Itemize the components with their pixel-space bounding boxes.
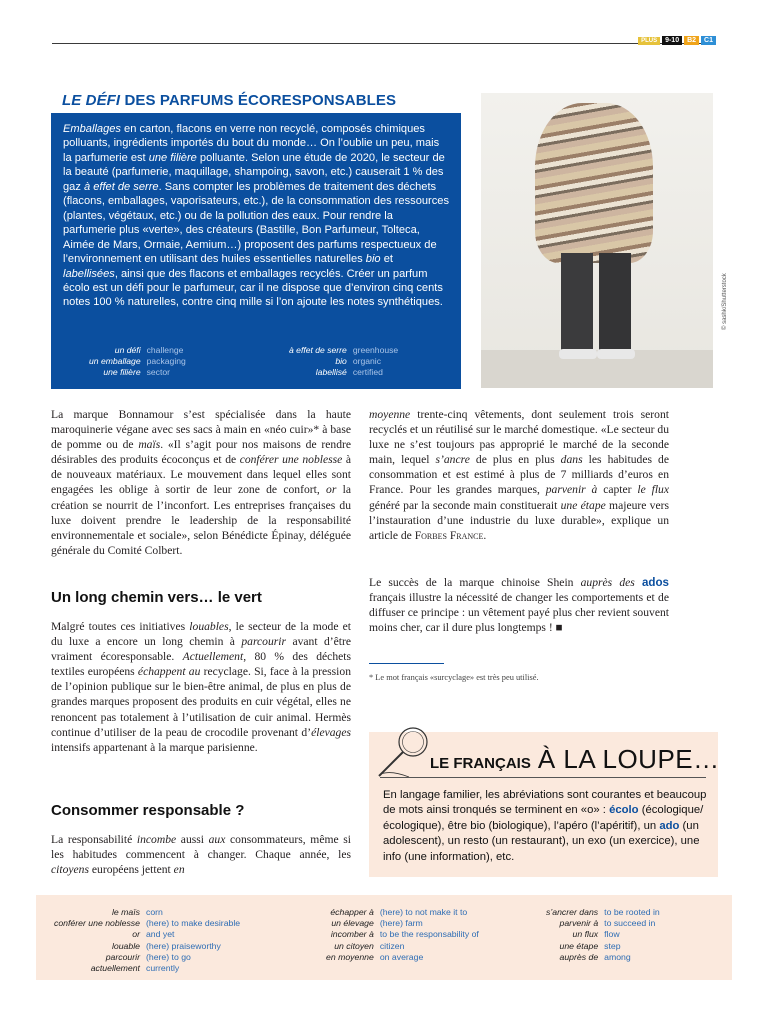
glossary-translation: step bbox=[604, 940, 621, 951]
article-paragraph bbox=[51, 619, 351, 755]
glossary-term: un emballage bbox=[89, 356, 141, 366]
text-run: , 80 % des déchets textiles européens bbox=[51, 650, 351, 679]
level-tags bbox=[638, 36, 716, 45]
italic-term: Actuellement bbox=[182, 650, 244, 664]
highlighted-term: ados bbox=[641, 576, 669, 589]
glossary-term: à effet de serre bbox=[289, 345, 347, 355]
glossary-translation: currently bbox=[145, 963, 180, 974]
heading-consommer: Consommer responsable ? bbox=[51, 802, 245, 819]
box-glossary-left bbox=[89, 345, 186, 378]
text-run: et bbox=[380, 253, 393, 266]
glossary-translation: to be the responsability of bbox=[379, 929, 479, 940]
text-run bbox=[635, 576, 642, 589]
glossary-term: labellisé bbox=[315, 367, 347, 377]
photo-pants-left bbox=[561, 253, 593, 353]
box-paragraph bbox=[63, 122, 449, 310]
glossary-term: parcourir bbox=[105, 951, 140, 962]
article-right-column bbox=[369, 407, 669, 543]
glossary-col-2 bbox=[326, 907, 479, 963]
glossary-translation: (here) to go bbox=[145, 951, 191, 962]
box-glossary-right bbox=[289, 345, 398, 378]
photo-shoe-right bbox=[597, 349, 635, 359]
glossary-translation: to be rooted in bbox=[604, 907, 660, 917]
glossary-term: or bbox=[132, 929, 140, 940]
glossary-translation: on average bbox=[379, 951, 424, 962]
text-run: , le secteur de la mode et du luxe a encore un long chemin à bbox=[51, 620, 352, 649]
glossary-translation: certified bbox=[352, 367, 383, 377]
highlighted-term: ado bbox=[659, 819, 680, 832]
glossary-translation: (here) farm bbox=[379, 918, 423, 929]
glossary-col-3 bbox=[546, 907, 660, 963]
header-rule bbox=[52, 43, 716, 44]
glossary-translation: to succeed in bbox=[604, 918, 656, 929]
text-run: majeure vers l’instauration d’une industrie du luxe durable», explique un article de bbox=[369, 498, 669, 542]
text-run: aussi bbox=[176, 833, 209, 846]
c1-tag: C1 bbox=[701, 36, 716, 45]
article-paragraph bbox=[369, 575, 669, 635]
text-run: les habitudes de consommation et est estimé à plus de 7 milliards d’euros en France. Pour les grandes marques, bbox=[369, 453, 669, 497]
glossary-term: conférer une noblesse bbox=[54, 918, 140, 929]
glossary-term: un défi bbox=[114, 345, 141, 355]
glossary-term: louable bbox=[111, 940, 140, 951]
glossary-translation: challenge bbox=[146, 345, 184, 355]
text-run: . Sans compter les problèmes de traitement des déchets (flacons, emballages, vaporisateurs, etc.), de la consommation des ressources (plantes, végétaux, etc.) ou de la pollution des eaux. Pour rendre la parfumerie plus «verte», des créateurs (Bastille, Bon Parfumeur, Tolteca, Aimée de Mars, Ormaie, Aemium…) proposent des parfums respectueux de l’environnement en utilisant des huiles essentielles naturelles bbox=[63, 180, 449, 266]
text-run: polluante. Selon une étude de 2020, le secteur de la beauté (parfumerie, maquillage, shampoing, savon, etc.) causerait 1 % des gaz bbox=[63, 151, 445, 193]
glossary-translation: organic bbox=[352, 356, 381, 366]
italic-term: une filière bbox=[148, 151, 197, 164]
text-run: Malgré toutes ces initiatives bbox=[51, 620, 190, 633]
glossary-translation: flow bbox=[604, 929, 620, 940]
text-run: (écologique/écologique), être bio (biologique), l’apéro (l’apéritif), un bbox=[383, 804, 704, 832]
text-run: La responsabilité bbox=[51, 833, 137, 846]
glossary-term: incomber à bbox=[330, 929, 374, 940]
source-name: Forbes France bbox=[414, 528, 484, 542]
b2-tag: B2 bbox=[684, 36, 699, 45]
text-run: En langage familier, les abréviations sont courantes et beaucoup de mots ainsi tronqués se terminent en «o» : bbox=[383, 789, 707, 817]
italic-term: moyenne bbox=[369, 408, 411, 421]
text-run: La marque Bonnamour s’est spécialisée dans la haute maroquinerie végane avec ses sacs à main en «néo cuir»* à base de pomme ou de bbox=[51, 408, 351, 452]
photo-clothes-pile bbox=[535, 103, 653, 263]
italic-term: échappent au bbox=[137, 665, 201, 679]
text-run: , ainsi que des flacons et emballages recyclés. Créer un parfum écolo est un défi pour le parfumeur, car il ne dispose que d’environ cinq cents notes 100 % naturelles, contre cinq mille si l’on ajoute les notes synthétiques. bbox=[63, 267, 443, 309]
glossary-translation: corn bbox=[145, 907, 163, 917]
article-left-column-2 bbox=[51, 619, 351, 755]
glossary-term: un flux bbox=[572, 929, 599, 940]
italic-term: Emballages bbox=[63, 123, 121, 135]
glossary-translation: (here) to not make it to bbox=[379, 907, 468, 917]
text-run: européens jettent bbox=[89, 863, 174, 877]
loupe-text bbox=[383, 788, 708, 865]
italic-term: louables bbox=[189, 620, 229, 633]
glossary-term: parvenir à bbox=[559, 918, 599, 929]
glossary-term: s’ancrer dans bbox=[546, 907, 599, 917]
italic-term: maïs bbox=[138, 438, 161, 452]
text-run: généré par la seconde main constituerait bbox=[369, 498, 561, 512]
text-run: avant d’être vraiment écoresponsable. bbox=[51, 635, 351, 664]
text-run: consommateurs, même si les habitudes commencent à changer. Chaque année, les bbox=[51, 833, 351, 862]
italic-term: élevages bbox=[311, 725, 351, 739]
text-run: à de nouveaux matériaux. Le mouvement dans lequel elles sont engagées les oblige à sortir de leur zone de confort, bbox=[51, 453, 351, 497]
text-run: (un adolescent), un resto (un restaurant), un exo (un exercice), une info (une information), etc. bbox=[383, 819, 700, 863]
article-left-column bbox=[51, 407, 351, 558]
glossary-translation: (here) to make desirable bbox=[145, 918, 241, 929]
italic-term: aux bbox=[208, 833, 226, 846]
italic-term: auprès des bbox=[580, 576, 635, 589]
glossary-translation: sector bbox=[146, 367, 171, 377]
glossary-translation: (here) praiseworthy bbox=[145, 940, 221, 951]
text-run: la création se nourrit de l’inconfort. Les entreprises françaises du luxe doivent prendre le leadership de la responsabilité environnementale et sociale», selon Bénédicte Épinay, déléguée générale du Comité Colbert. bbox=[51, 483, 351, 557]
italic-term: bio bbox=[365, 253, 381, 266]
photo-pants-right bbox=[599, 253, 631, 353]
photo-clothes-stack bbox=[481, 93, 713, 388]
footnote: * Le mot français «surcyclage» est très peu utilisé. bbox=[369, 673, 539, 682]
italic-term: or bbox=[326, 483, 337, 497]
box-title-italic: LE DÉFI bbox=[62, 92, 121, 109]
text-run: Le succès de la marque chinoise Shein bbox=[369, 576, 581, 589]
glossary-translation: citizen bbox=[379, 940, 405, 951]
box-body bbox=[51, 113, 461, 389]
italic-term: en bbox=[173, 863, 185, 877]
text-run: de plus en plus bbox=[469, 453, 561, 467]
glossary-translation: packaging bbox=[146, 356, 186, 366]
text-run: . bbox=[483, 528, 487, 542]
italic-term: parcourir bbox=[241, 635, 287, 649]
text-run: . «Il s’agit pour nos maisons de rendre désirables des produits écoconçus et de bbox=[51, 438, 351, 467]
article-paragraph bbox=[51, 407, 351, 558]
glossary-term: bio bbox=[335, 356, 347, 366]
glossary-term: une filière bbox=[103, 367, 141, 377]
text-run: français illustre la nécessité de changer les comportements et de diffuser ce principe : un vêtement payé plus cher revient souvent moins cher, car il dure plus longtemps ! ■ bbox=[369, 591, 669, 635]
photo-shoe-left bbox=[559, 349, 597, 359]
box-title-rest: DES PARFUMS ÉCORESPONSABLES bbox=[120, 92, 397, 109]
article-left-column-3 bbox=[51, 832, 351, 877]
text-run: recyclage. Si, face à la pression de l’opinion publique sur le bien-être animal, de plus en plus de grandes marques proposent des produits en cuir végétal, elles ne renoncent pas totalement à l’utilisation de cuir animal. Hermès continue d’utiliser de la peau de crocodile provenant d’ bbox=[51, 665, 351, 739]
text-run: en carton, flacons en verre non recyclé, composés chimiques polluants, ingrédients importés du bout du monde… On l’oublie un peu, mais la parfumerie est bbox=[63, 123, 440, 164]
highlighted-term: écolo bbox=[609, 804, 639, 817]
loupe-title-a: LE FRANÇAIS bbox=[430, 755, 531, 772]
glossary-term: le maïs bbox=[111, 907, 140, 917]
glossary-term: un élevage bbox=[331, 918, 374, 929]
italic-term: conférer une noblesse bbox=[239, 453, 343, 467]
photo-credit: © sashk/Shutterstock bbox=[722, 273, 728, 330]
glossary-translation: and yet bbox=[145, 929, 175, 940]
level-tag: 9-10 bbox=[662, 36, 682, 45]
glossary-term: actuellement bbox=[90, 963, 140, 974]
glossary-translation: among bbox=[604, 951, 631, 962]
italic-term: dans bbox=[560, 453, 583, 467]
article-right-column-2 bbox=[369, 575, 669, 635]
glossary-term: en moyenne bbox=[326, 951, 374, 962]
italic-term: incombe bbox=[136, 833, 177, 846]
text-run: trente-cinq vêtements, dont seulement trois seront recyclés et un réutilisé sur le marché domestique. «Le secteur du luxe ne s’est toujours pas approprié le marché de la seconde main, lequel bbox=[369, 408, 669, 467]
text-run: intensifs appartenant à la marque parisienne. bbox=[51, 740, 258, 754]
glossary-strip bbox=[36, 895, 732, 980]
glossary-term: une étape bbox=[559, 940, 599, 951]
footnote-rule bbox=[369, 663, 444, 664]
italic-term: à effet de serre bbox=[83, 180, 159, 193]
glossary-translation: greenhouse bbox=[352, 345, 399, 355]
loupe-title bbox=[430, 744, 720, 775]
plus-tag: PLUS bbox=[638, 37, 660, 45]
italic-term: s’ancre bbox=[435, 453, 470, 467]
loupe-title-b: À LA LOUPE… bbox=[537, 744, 720, 774]
text-run: capter bbox=[597, 483, 638, 497]
glossary-term: échapper à bbox=[330, 907, 374, 917]
italic-term: le flux bbox=[637, 483, 670, 497]
glossary-term: auprès de bbox=[559, 951, 599, 962]
italic-term: une étape bbox=[560, 498, 606, 512]
heading-long-chemin: Un long chemin vers… le vert bbox=[51, 589, 262, 606]
glossary-term: un citoyen bbox=[334, 940, 374, 951]
loupe-rule bbox=[380, 777, 706, 778]
italic-term: parvenir à bbox=[545, 483, 598, 497]
glossary-col-1 bbox=[54, 907, 240, 974]
article-paragraph bbox=[369, 407, 669, 543]
italic-term: labellisées bbox=[63, 267, 115, 280]
article-paragraph bbox=[51, 832, 351, 877]
box-title bbox=[62, 92, 396, 109]
italic-term: citoyens bbox=[51, 863, 89, 877]
